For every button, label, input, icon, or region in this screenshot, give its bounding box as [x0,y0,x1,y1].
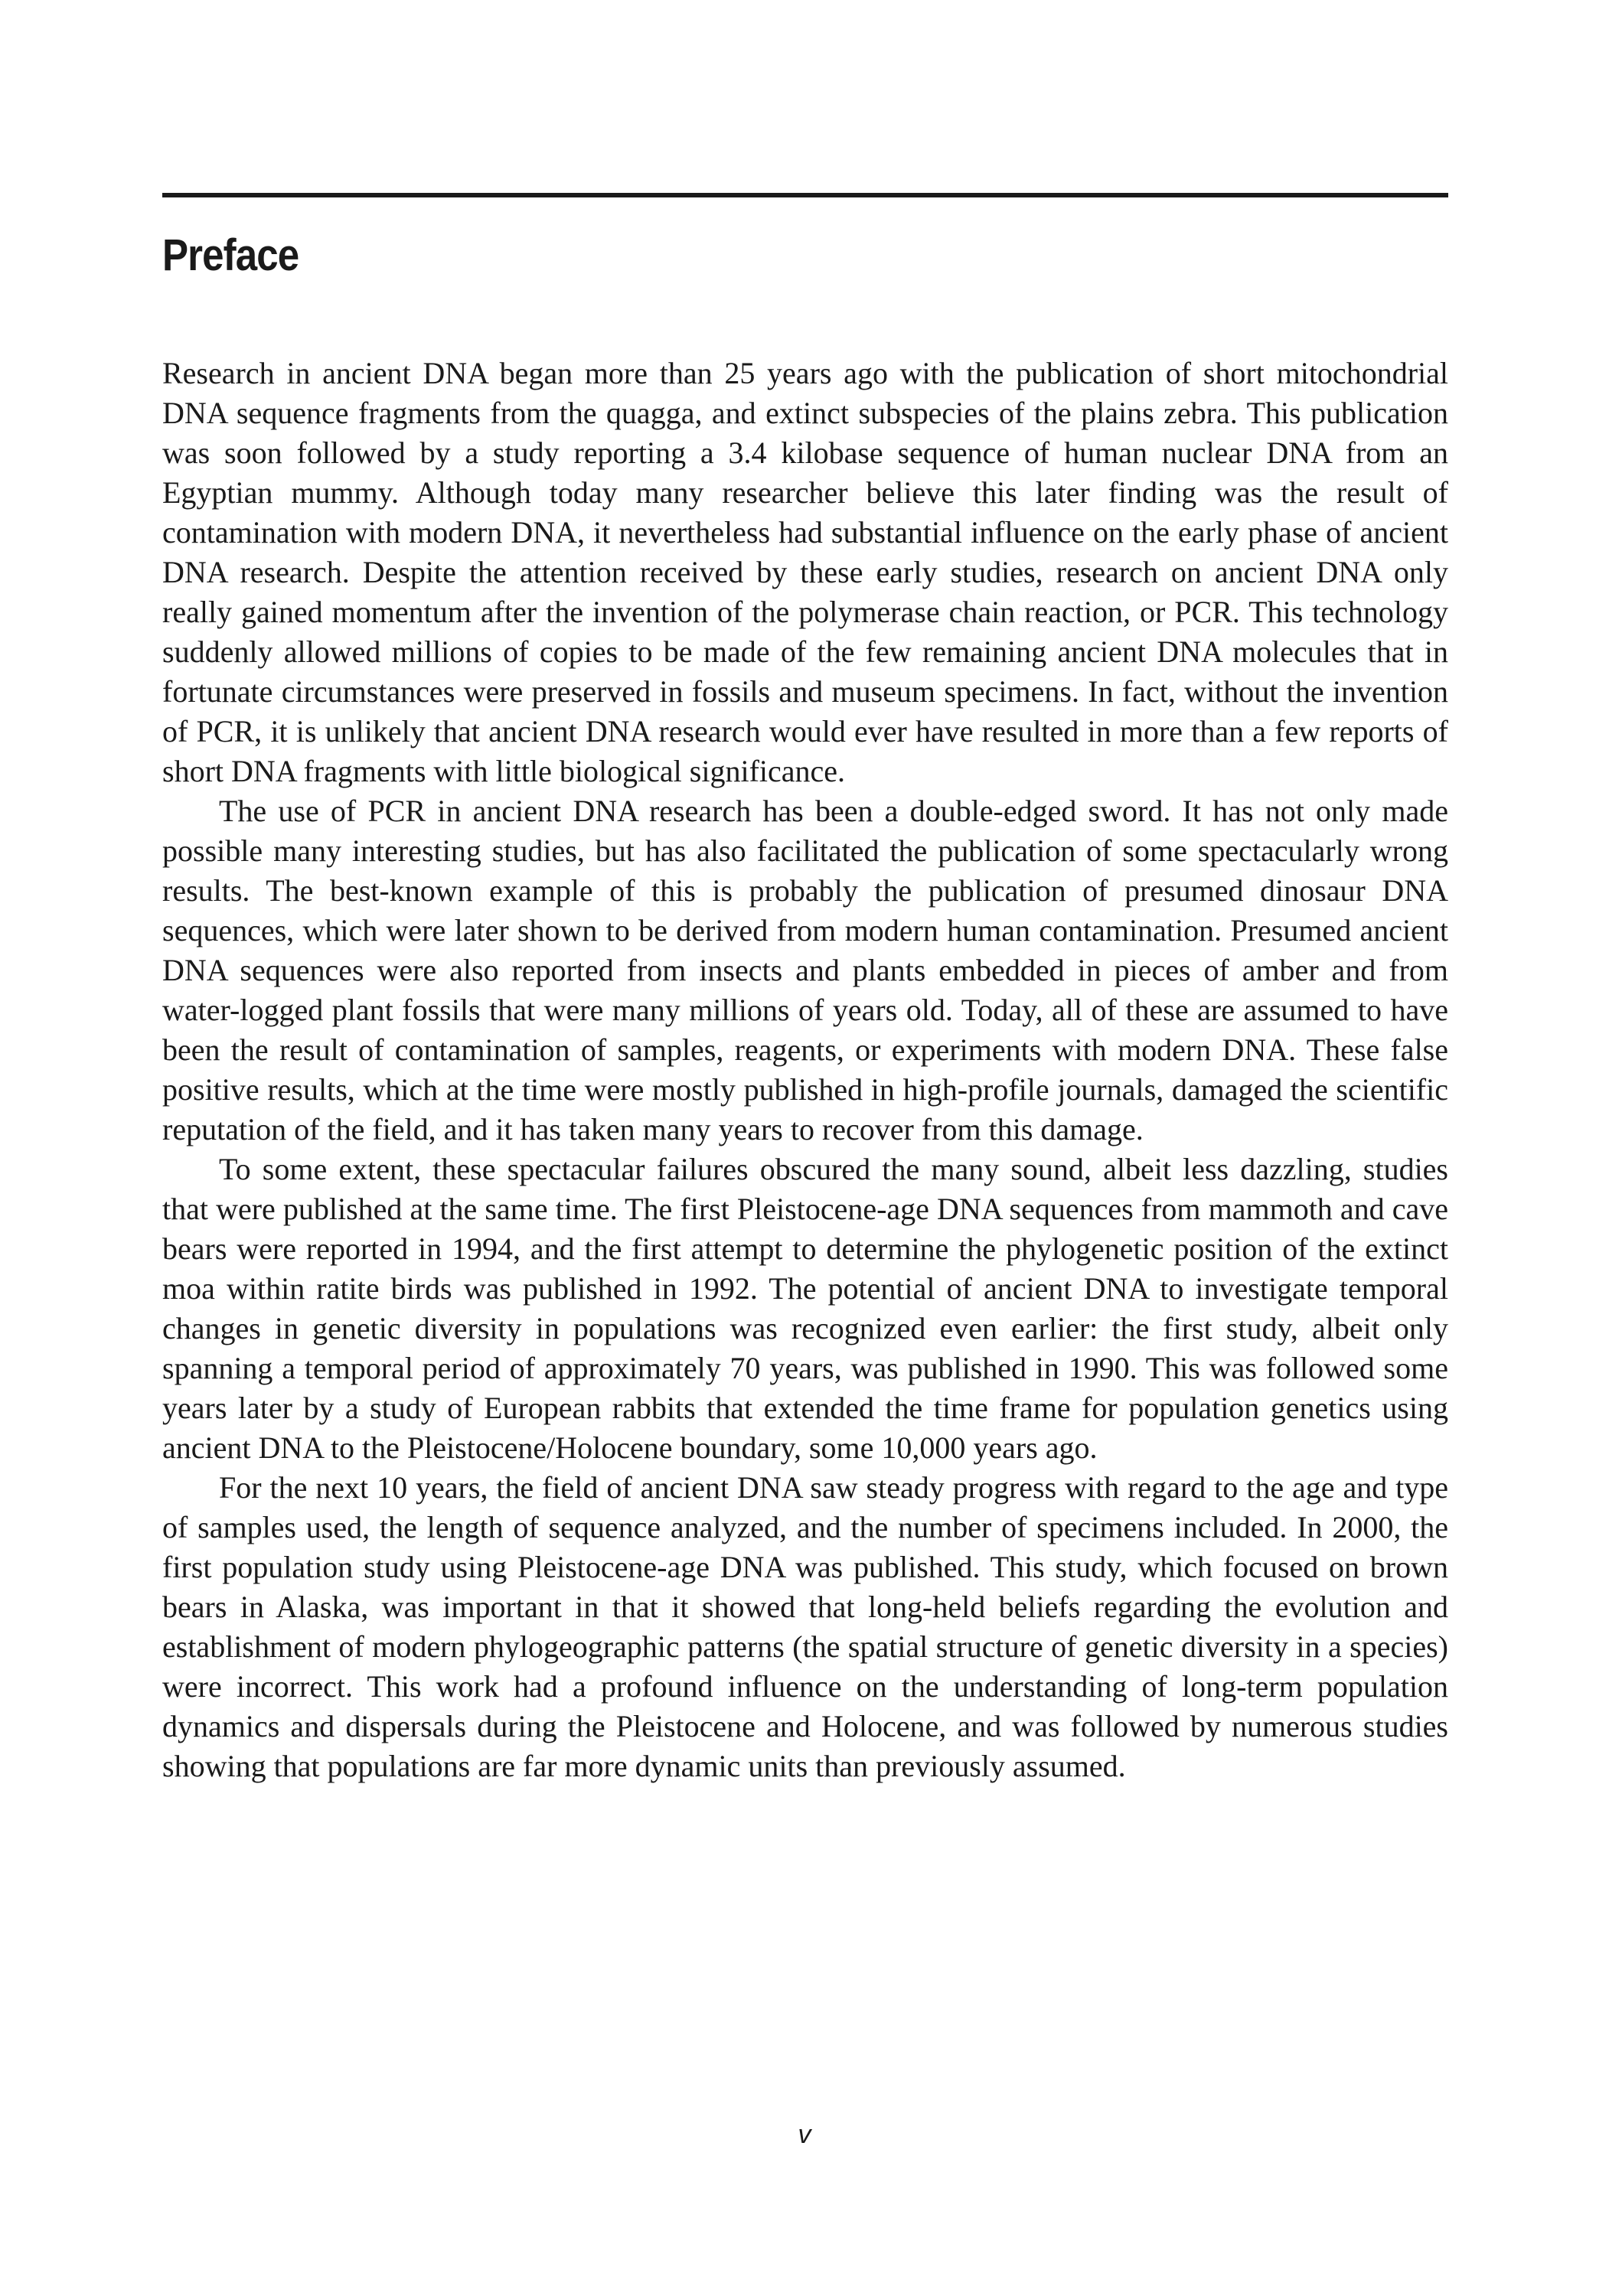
paragraph-4: For the next 10 years, the field of ancient DNA saw steady progress with regard to the age and type of samples used, the length of sequence analyzed, and the number of specimens included. In 2000, the first population study using Pleistocene-age DNA was published. This study, which focused on brown bears in Alaska, was important in that it showed that long-held beliefs regarding the evolution and establishment of modern phylogeographic patterns (the spatial structure of genetic diversity in a species) were incorrect. This work had a profound influence on the understanding of long-term population dynamics and dispersals during the Pleistocene and Holocene, and was followed by numerous studies showing that populations are far more dynamic units than previously assumed. [162,1470,1448,1783]
page-title: Preface [162,230,299,280]
page-number: v [798,2120,811,2149]
body-text [162,354,1448,1786]
heading-rule [162,193,1448,197]
paragraph-3: To some extent, these spectacular failures obscured the many sound, albeit less dazzling, studies that were published at the same time. The first Pleistocene-age DNA sequences from mammoth and cave bears were reported in 1994, and the first attempt to determine the phylogenetic position of the extinct moa within ratite birds was published in 1992. The potential of ancient DNA to investigate temporal changes in genetic diversity in populations was recognized even earlier: the first study, albeit only spanning a temporal period of approximately 70 years, was published in 1990. This was followed some years later by a study of European rabbits that extended the time frame for population genetics using ancient DNA to the Pleistocene/Holocene boundary, some 10,000 years ago. [162,1152,1448,1465]
paragraph-1: Research in ancient DNA began more than 25 years ago with the publication of short mitochondrial DNA sequence fragments from the quagga, and extinct subspecies of the plains zebra. This publication was soon followed by a study reporting a 3.4 kilobase sequence of human nuclear DNA from an Egyptian mummy. Although today many researcher believe this later finding was the result of contamination with modern DNA, it nevertheless had substantial influence on the early phase of ancient DNA research. Despite the attention received by these early studies, research on ancient DNA only really gained momentum after the invention of the polymerase chain reaction, or PCR. This technology suddenly allowed millions of copies to be made of the few remaining ancient DNA molecules that in fortunate circumstances were preserved in fossils and museum specimens. In fact, without the invention of PCR, it is unlikely that ancient DNA research would ever have resulted in more than a few reports of short DNA fragments with little biological significance. [162,356,1448,788]
paragraph-2: The use of PCR in ancient DNA research has been a double-edged sword. It has not only made possible many interesting studies, but has also facilitated the publication of some spectacularly wrong results. The best-known example of this is probably the publication of presumed dinosaur DNA sequences, which were later shown to be derived from modern human contamination. Presumed ancient DNA sequences were also reported from insects and plants embedded in pieces of amber and from water-logged plant fossils that were many millions of years old. Today, all of these are assumed to have been the result of contamination of samples, reagents, or experiments with modern DNA. These false positive results, which at the time were mostly published in high-profile journals, damaged the scientific reputation of the field, and it has taken many years to recover from this damage. [162,794,1448,1146]
